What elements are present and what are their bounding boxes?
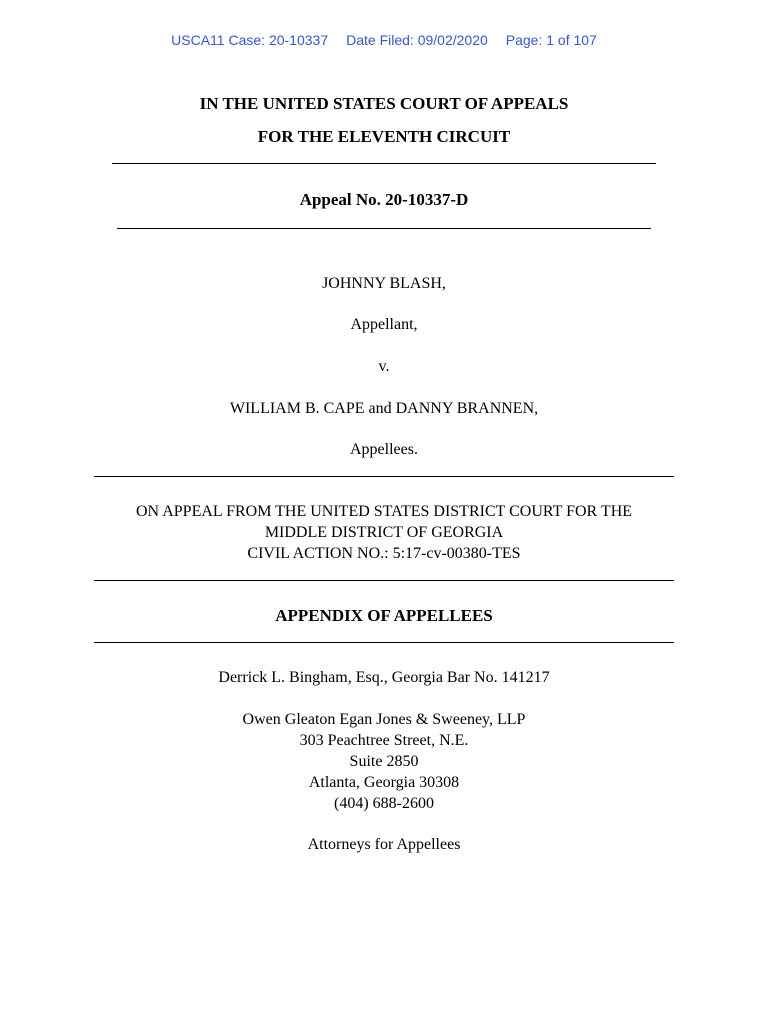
stamp-date-filed: Date Filed: 09/02/2020	[346, 32, 488, 48]
document-title: APPENDIX OF APPELLEES	[275, 606, 493, 625]
stamp-case: USCA11 Case: 20-10337	[171, 32, 329, 48]
origin-line-2: MIDDLE DISTRICT OF GEORGIA	[264, 524, 504, 541]
appellant-name: JOHNNY BLASH,	[322, 275, 446, 292]
firm-phone: (404) 688-2600	[334, 795, 434, 812]
appellant-role: Appellant,	[350, 316, 418, 333]
firm-suite: Suite 2850	[349, 753, 419, 770]
firm-street: 303 Peachtree Street, N.E.	[299, 732, 469, 749]
law-firm: Owen Gleaton Egan Jones & Sweeney, LLP	[242, 711, 526, 728]
court-line-1: IN THE UNITED STATES COURT OF APPEALS	[199, 94, 569, 113]
origin-line-1: ON APPEAL FROM THE UNITED STATES DISTRICT COURT FOR THE	[135, 503, 633, 520]
rule-5	[94, 642, 674, 643]
attorney-name: Derrick L. Bingham, Esq., Georgia Bar No. 141217	[218, 669, 550, 686]
appeal-number: Appeal No. 20-10337-D	[299, 190, 469, 209]
filing-stamp	[0, 32, 768, 48]
appellees-names: WILLIAM B. CAPE and DANNY BRANNEN,	[229, 400, 539, 417]
court-line-2: FOR THE ELEVENTH CIRCUIT	[257, 127, 511, 146]
rule-2	[117, 228, 651, 229]
rule-4	[94, 580, 674, 581]
firm-city: Atlanta, Georgia 30308	[308, 774, 460, 791]
rule-1	[112, 163, 656, 164]
versus: v.	[378, 358, 390, 375]
origin-line-3: CIVIL ACTION NO.: 5:17-cv-00380-TES	[247, 545, 521, 562]
rule-3	[94, 476, 674, 477]
appellees-role: Appellees.	[350, 441, 418, 458]
stamp-page: Page: 1 of 107	[505, 32, 597, 48]
counsel-role: Attorneys for Appellees	[307, 836, 461, 853]
